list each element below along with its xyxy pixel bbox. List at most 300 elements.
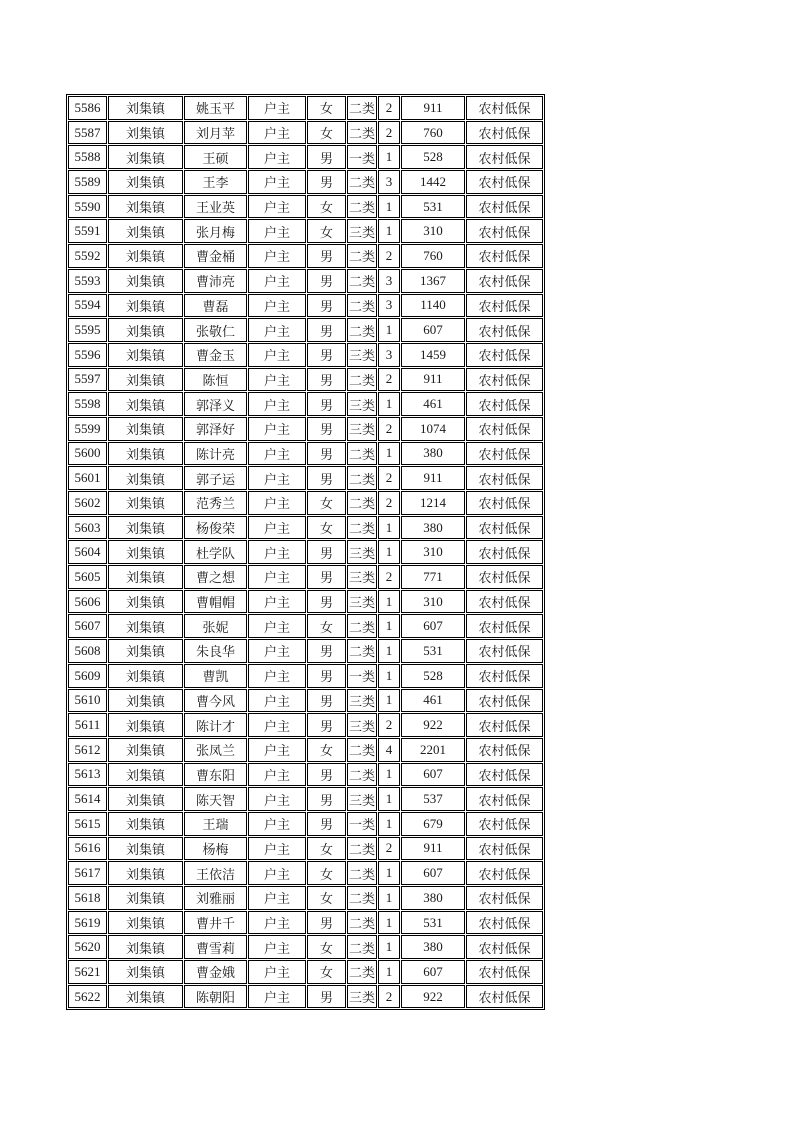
gender-cell: 女 (307, 121, 346, 145)
welfare-cell: 农村低保 (466, 985, 543, 1009)
amount-cell: 911 (401, 368, 465, 392)
amount-cell: 1459 (401, 343, 465, 367)
town-cell: 刘集镇 (108, 886, 183, 910)
relation-cell: 户主 (248, 491, 306, 515)
town-cell: 刘集镇 (108, 861, 183, 885)
relation-cell: 户主 (248, 121, 306, 145)
category-cell: 二类 (347, 121, 377, 145)
sequence-cell: 5617 (68, 861, 107, 885)
gender-cell: 男 (307, 343, 346, 367)
relation-cell: 户主 (248, 639, 306, 663)
sequence-cell: 5612 (68, 738, 107, 762)
table-row (68, 787, 543, 811)
sequence-cell: 5594 (68, 294, 107, 318)
name-cell: 范秀兰 (184, 491, 247, 515)
category-cell: 二类 (347, 837, 377, 861)
relation-cell: 户主 (248, 516, 306, 540)
amount-cell: 531 (401, 639, 465, 663)
town-cell: 刘集镇 (108, 195, 183, 219)
count-cell: 3 (378, 343, 400, 367)
category-cell: 三类 (347, 713, 377, 737)
table-row (68, 614, 543, 638)
amount-cell: 760 (401, 244, 465, 268)
amount-cell: 461 (401, 689, 465, 713)
welfare-cell: 农村低保 (466, 269, 543, 293)
town-cell: 刘集镇 (108, 664, 183, 688)
sequence-cell: 5590 (68, 195, 107, 219)
town-cell: 刘集镇 (108, 121, 183, 145)
name-cell: 曹金玉 (184, 343, 247, 367)
category-cell: 三类 (347, 590, 377, 614)
amount-cell: 310 (401, 590, 465, 614)
town-cell: 刘集镇 (108, 343, 183, 367)
welfare-cell: 农村低保 (466, 713, 543, 737)
category-cell: 二类 (347, 960, 377, 984)
amount-cell: 922 (401, 713, 465, 737)
name-cell: 张月梅 (184, 219, 247, 243)
welfare-cell: 农村低保 (466, 392, 543, 416)
town-cell: 刘集镇 (108, 590, 183, 614)
welfare-cell: 农村低保 (466, 614, 543, 638)
count-cell: 1 (378, 614, 400, 638)
category-cell: 二类 (347, 96, 377, 120)
amount-cell: 607 (401, 318, 465, 342)
table-row (68, 121, 543, 145)
relation-cell: 户主 (248, 985, 306, 1009)
count-cell: 2 (378, 837, 400, 861)
gender-cell: 女 (307, 614, 346, 638)
gender-cell: 女 (307, 738, 346, 762)
count-cell: 2 (378, 96, 400, 120)
welfare-cell: 农村低保 (466, 935, 543, 959)
sequence-cell: 5604 (68, 540, 107, 564)
welfare-cell: 农村低保 (466, 911, 543, 935)
gender-cell: 男 (307, 318, 346, 342)
relation-cell: 户主 (248, 787, 306, 811)
amount-cell: 771 (401, 565, 465, 589)
gender-cell: 男 (307, 269, 346, 293)
sequence-cell: 5588 (68, 145, 107, 169)
name-cell: 曹今风 (184, 689, 247, 713)
relation-cell: 户主 (248, 294, 306, 318)
table-row (68, 664, 543, 688)
town-cell: 刘集镇 (108, 935, 183, 959)
table-row (68, 911, 543, 935)
amount-cell: 537 (401, 787, 465, 811)
sequence-cell: 5598 (68, 392, 107, 416)
welfare-cell: 农村低保 (466, 294, 543, 318)
name-cell: 王瑞 (184, 812, 247, 836)
table-row (68, 713, 543, 737)
table-row (68, 96, 543, 120)
table-row (68, 689, 543, 713)
relation-cell: 户主 (248, 935, 306, 959)
town-cell: 刘集镇 (108, 614, 183, 638)
town-cell: 刘集镇 (108, 639, 183, 663)
relation-cell: 户主 (248, 343, 306, 367)
town-cell: 刘集镇 (108, 837, 183, 861)
count-cell: 3 (378, 170, 400, 194)
count-cell: 1 (378, 590, 400, 614)
gender-cell: 男 (307, 639, 346, 663)
category-cell: 二类 (347, 614, 377, 638)
count-cell: 1 (378, 664, 400, 688)
welfare-cell: 农村低保 (466, 219, 543, 243)
amount-cell: 1367 (401, 269, 465, 293)
table-row (68, 738, 543, 762)
relation-cell: 户主 (248, 664, 306, 688)
category-cell: 三类 (347, 985, 377, 1009)
name-cell: 曹东阳 (184, 763, 247, 787)
sequence-cell: 5619 (68, 911, 107, 935)
relation-cell: 户主 (248, 960, 306, 984)
sequence-cell: 5622 (68, 985, 107, 1009)
sequence-cell: 5608 (68, 639, 107, 663)
table-row (68, 417, 543, 441)
gender-cell: 男 (307, 565, 346, 589)
category-cell: 二类 (347, 195, 377, 219)
relation-cell: 户主 (248, 861, 306, 885)
count-cell: 2 (378, 466, 400, 490)
gender-cell: 男 (307, 713, 346, 737)
name-cell: 刘月苹 (184, 121, 247, 145)
count-cell: 3 (378, 294, 400, 318)
welfare-cell: 农村低保 (466, 639, 543, 663)
town-cell: 刘集镇 (108, 763, 183, 787)
count-cell: 1 (378, 935, 400, 959)
sequence-cell: 5614 (68, 787, 107, 811)
name-cell: 曹帽帽 (184, 590, 247, 614)
welfare-cell: 农村低保 (466, 244, 543, 268)
welfare-roster-table (66, 94, 545, 1010)
name-cell: 姚玉平 (184, 96, 247, 120)
table-row (68, 491, 543, 515)
amount-cell: 531 (401, 911, 465, 935)
category-cell: 二类 (347, 763, 377, 787)
sequence-cell: 5600 (68, 442, 107, 466)
town-cell: 刘集镇 (108, 392, 183, 416)
name-cell: 朱良华 (184, 639, 247, 663)
sequence-cell: 5599 (68, 417, 107, 441)
count-cell: 2 (378, 985, 400, 1009)
sequence-cell: 5601 (68, 466, 107, 490)
amount-cell: 1140 (401, 294, 465, 318)
count-cell: 1 (378, 195, 400, 219)
town-cell: 刘集镇 (108, 689, 183, 713)
amount-cell: 607 (401, 861, 465, 885)
name-cell: 杜学队 (184, 540, 247, 564)
count-cell: 1 (378, 145, 400, 169)
category-cell: 三类 (347, 565, 377, 589)
sequence-cell: 5587 (68, 121, 107, 145)
gender-cell: 男 (307, 664, 346, 688)
gender-cell: 男 (307, 417, 346, 441)
category-cell: 三类 (347, 540, 377, 564)
amount-cell: 760 (401, 121, 465, 145)
town-cell: 刘集镇 (108, 244, 183, 268)
sequence-cell: 5591 (68, 219, 107, 243)
town-cell: 刘集镇 (108, 738, 183, 762)
table-row (68, 343, 543, 367)
table-row (68, 219, 543, 243)
sequence-cell: 5615 (68, 812, 107, 836)
table-row (68, 565, 543, 589)
table-row (68, 392, 543, 416)
table-row (68, 516, 543, 540)
category-cell: 三类 (347, 343, 377, 367)
category-cell: 二类 (347, 935, 377, 959)
welfare-cell: 农村低保 (466, 170, 543, 194)
gender-cell: 男 (307, 294, 346, 318)
category-cell: 三类 (347, 787, 377, 811)
category-cell: 二类 (347, 294, 377, 318)
category-cell: 二类 (347, 269, 377, 293)
relation-cell: 户主 (248, 812, 306, 836)
gender-cell: 男 (307, 392, 346, 416)
amount-cell: 922 (401, 985, 465, 1009)
table-row (68, 590, 543, 614)
relation-cell: 户主 (248, 590, 306, 614)
amount-cell: 607 (401, 763, 465, 787)
sequence-cell: 5621 (68, 960, 107, 984)
name-cell: 曹磊 (184, 294, 247, 318)
table-row (68, 985, 543, 1009)
sequence-cell: 5607 (68, 614, 107, 638)
name-cell: 曹凯 (184, 664, 247, 688)
welfare-cell: 农村低保 (466, 960, 543, 984)
amount-cell: 1442 (401, 170, 465, 194)
gender-cell: 女 (307, 837, 346, 861)
table-row (68, 935, 543, 959)
amount-cell: 607 (401, 614, 465, 638)
town-cell: 刘集镇 (108, 812, 183, 836)
count-cell: 2 (378, 121, 400, 145)
town-cell: 刘集镇 (108, 145, 183, 169)
gender-cell: 女 (307, 96, 346, 120)
sequence-cell: 5602 (68, 491, 107, 515)
sequence-cell: 5596 (68, 343, 107, 367)
count-cell: 3 (378, 269, 400, 293)
amount-cell: 528 (401, 145, 465, 169)
town-cell: 刘集镇 (108, 985, 183, 1009)
count-cell: 1 (378, 639, 400, 663)
welfare-cell: 农村低保 (466, 664, 543, 688)
welfare-cell: 农村低保 (466, 812, 543, 836)
town-cell: 刘集镇 (108, 713, 183, 737)
gender-cell: 女 (307, 195, 346, 219)
table-row (68, 960, 543, 984)
sequence-cell: 5609 (68, 664, 107, 688)
relation-cell: 户主 (248, 219, 306, 243)
count-cell: 1 (378, 911, 400, 935)
name-cell: 陈天智 (184, 787, 247, 811)
category-cell: 二类 (347, 738, 377, 762)
category-cell: 二类 (347, 886, 377, 910)
count-cell: 2 (378, 417, 400, 441)
amount-cell: 911 (401, 466, 465, 490)
sequence-cell: 5592 (68, 244, 107, 268)
count-cell: 2 (378, 565, 400, 589)
category-cell: 二类 (347, 639, 377, 663)
relation-cell: 户主 (248, 713, 306, 737)
gender-cell: 男 (307, 368, 346, 392)
relation-cell: 户主 (248, 689, 306, 713)
relation-cell: 户主 (248, 466, 306, 490)
welfare-cell: 农村低保 (466, 738, 543, 762)
count-cell: 2 (378, 244, 400, 268)
table-row (68, 294, 543, 318)
name-cell: 曹井千 (184, 911, 247, 935)
town-cell: 刘集镇 (108, 442, 183, 466)
name-cell: 王依洁 (184, 861, 247, 885)
name-cell: 陈恒 (184, 368, 247, 392)
welfare-cell: 农村低保 (466, 886, 543, 910)
name-cell: 王李 (184, 170, 247, 194)
town-cell: 刘集镇 (108, 787, 183, 811)
welfare-cell: 农村低保 (466, 145, 543, 169)
town-cell: 刘集镇 (108, 318, 183, 342)
amount-cell: 607 (401, 960, 465, 984)
category-cell: 二类 (347, 170, 377, 194)
name-cell: 张妮 (184, 614, 247, 638)
welfare-cell: 农村低保 (466, 763, 543, 787)
gender-cell: 女 (307, 861, 346, 885)
town-cell: 刘集镇 (108, 960, 183, 984)
table-row (68, 466, 543, 490)
relation-cell: 户主 (248, 170, 306, 194)
amount-cell: 2201 (401, 738, 465, 762)
table-row (68, 442, 543, 466)
table-row (68, 763, 543, 787)
sequence-cell: 5603 (68, 516, 107, 540)
gender-cell: 女 (307, 219, 346, 243)
welfare-cell: 农村低保 (466, 516, 543, 540)
table-row (68, 837, 543, 861)
gender-cell: 男 (307, 540, 346, 564)
table-body (68, 96, 543, 1008)
town-cell: 刘集镇 (108, 565, 183, 589)
count-cell: 1 (378, 219, 400, 243)
sequence-cell: 5589 (68, 170, 107, 194)
amount-cell: 911 (401, 837, 465, 861)
welfare-cell: 农村低保 (466, 861, 543, 885)
sequence-cell: 5593 (68, 269, 107, 293)
category-cell: 二类 (347, 368, 377, 392)
relation-cell: 户主 (248, 244, 306, 268)
name-cell: 曹沛亮 (184, 269, 247, 293)
gender-cell: 男 (307, 911, 346, 935)
name-cell: 陈朝阳 (184, 985, 247, 1009)
town-cell: 刘集镇 (108, 417, 183, 441)
town-cell: 刘集镇 (108, 491, 183, 515)
table-row (68, 195, 543, 219)
town-cell: 刘集镇 (108, 294, 183, 318)
name-cell: 张凤兰 (184, 738, 247, 762)
amount-cell: 1074 (401, 417, 465, 441)
town-cell: 刘集镇 (108, 516, 183, 540)
category-cell: 二类 (347, 911, 377, 935)
town-cell: 刘集镇 (108, 466, 183, 490)
welfare-cell: 农村低保 (466, 540, 543, 564)
sequence-cell: 5618 (68, 886, 107, 910)
amount-cell: 531 (401, 195, 465, 219)
amount-cell: 380 (401, 935, 465, 959)
amount-cell: 310 (401, 219, 465, 243)
welfare-cell: 农村低保 (466, 343, 543, 367)
relation-cell: 户主 (248, 738, 306, 762)
name-cell: 杨梅 (184, 837, 247, 861)
category-cell: 二类 (347, 861, 377, 885)
count-cell: 2 (378, 491, 400, 515)
gender-cell: 男 (307, 442, 346, 466)
count-cell: 1 (378, 861, 400, 885)
category-cell: 一类 (347, 145, 377, 169)
welfare-cell: 农村低保 (466, 689, 543, 713)
relation-cell: 户主 (248, 763, 306, 787)
town-cell: 刘集镇 (108, 269, 183, 293)
count-cell: 1 (378, 516, 400, 540)
count-cell: 2 (378, 368, 400, 392)
table-row (68, 170, 543, 194)
relation-cell: 户主 (248, 318, 306, 342)
count-cell: 1 (378, 540, 400, 564)
category-cell: 二类 (347, 516, 377, 540)
count-cell: 4 (378, 738, 400, 762)
amount-cell: 679 (401, 812, 465, 836)
name-cell: 王硕 (184, 145, 247, 169)
amount-cell: 380 (401, 886, 465, 910)
relation-cell: 户主 (248, 368, 306, 392)
relation-cell: 户主 (248, 565, 306, 589)
count-cell: 2 (378, 713, 400, 737)
sequence-cell: 5597 (68, 368, 107, 392)
count-cell: 1 (378, 318, 400, 342)
amount-cell: 380 (401, 516, 465, 540)
table-row (68, 886, 543, 910)
gender-cell: 男 (307, 145, 346, 169)
category-cell: 二类 (347, 466, 377, 490)
name-cell: 张敬仁 (184, 318, 247, 342)
count-cell: 1 (378, 763, 400, 787)
welfare-cell: 农村低保 (466, 491, 543, 515)
category-cell: 二类 (347, 491, 377, 515)
count-cell: 1 (378, 787, 400, 811)
sequence-cell: 5606 (68, 590, 107, 614)
town-cell: 刘集镇 (108, 219, 183, 243)
gender-cell: 女 (307, 516, 346, 540)
welfare-cell: 农村低保 (466, 195, 543, 219)
name-cell: 曹金桶 (184, 244, 247, 268)
relation-cell: 户主 (248, 96, 306, 120)
amount-cell: 528 (401, 664, 465, 688)
count-cell: 1 (378, 689, 400, 713)
sequence-cell: 5595 (68, 318, 107, 342)
category-cell: 一类 (347, 812, 377, 836)
relation-cell: 户主 (248, 195, 306, 219)
relation-cell: 户主 (248, 417, 306, 441)
name-cell: 陈计亮 (184, 442, 247, 466)
gender-cell: 男 (307, 466, 346, 490)
table-row (68, 540, 543, 564)
category-cell: 一类 (347, 664, 377, 688)
name-cell: 刘雅丽 (184, 886, 247, 910)
gender-cell: 女 (307, 960, 346, 984)
welfare-cell: 农村低保 (466, 466, 543, 490)
welfare-cell: 农村低保 (466, 96, 543, 120)
gender-cell: 男 (307, 787, 346, 811)
sequence-cell: 5616 (68, 837, 107, 861)
relation-cell: 户主 (248, 540, 306, 564)
